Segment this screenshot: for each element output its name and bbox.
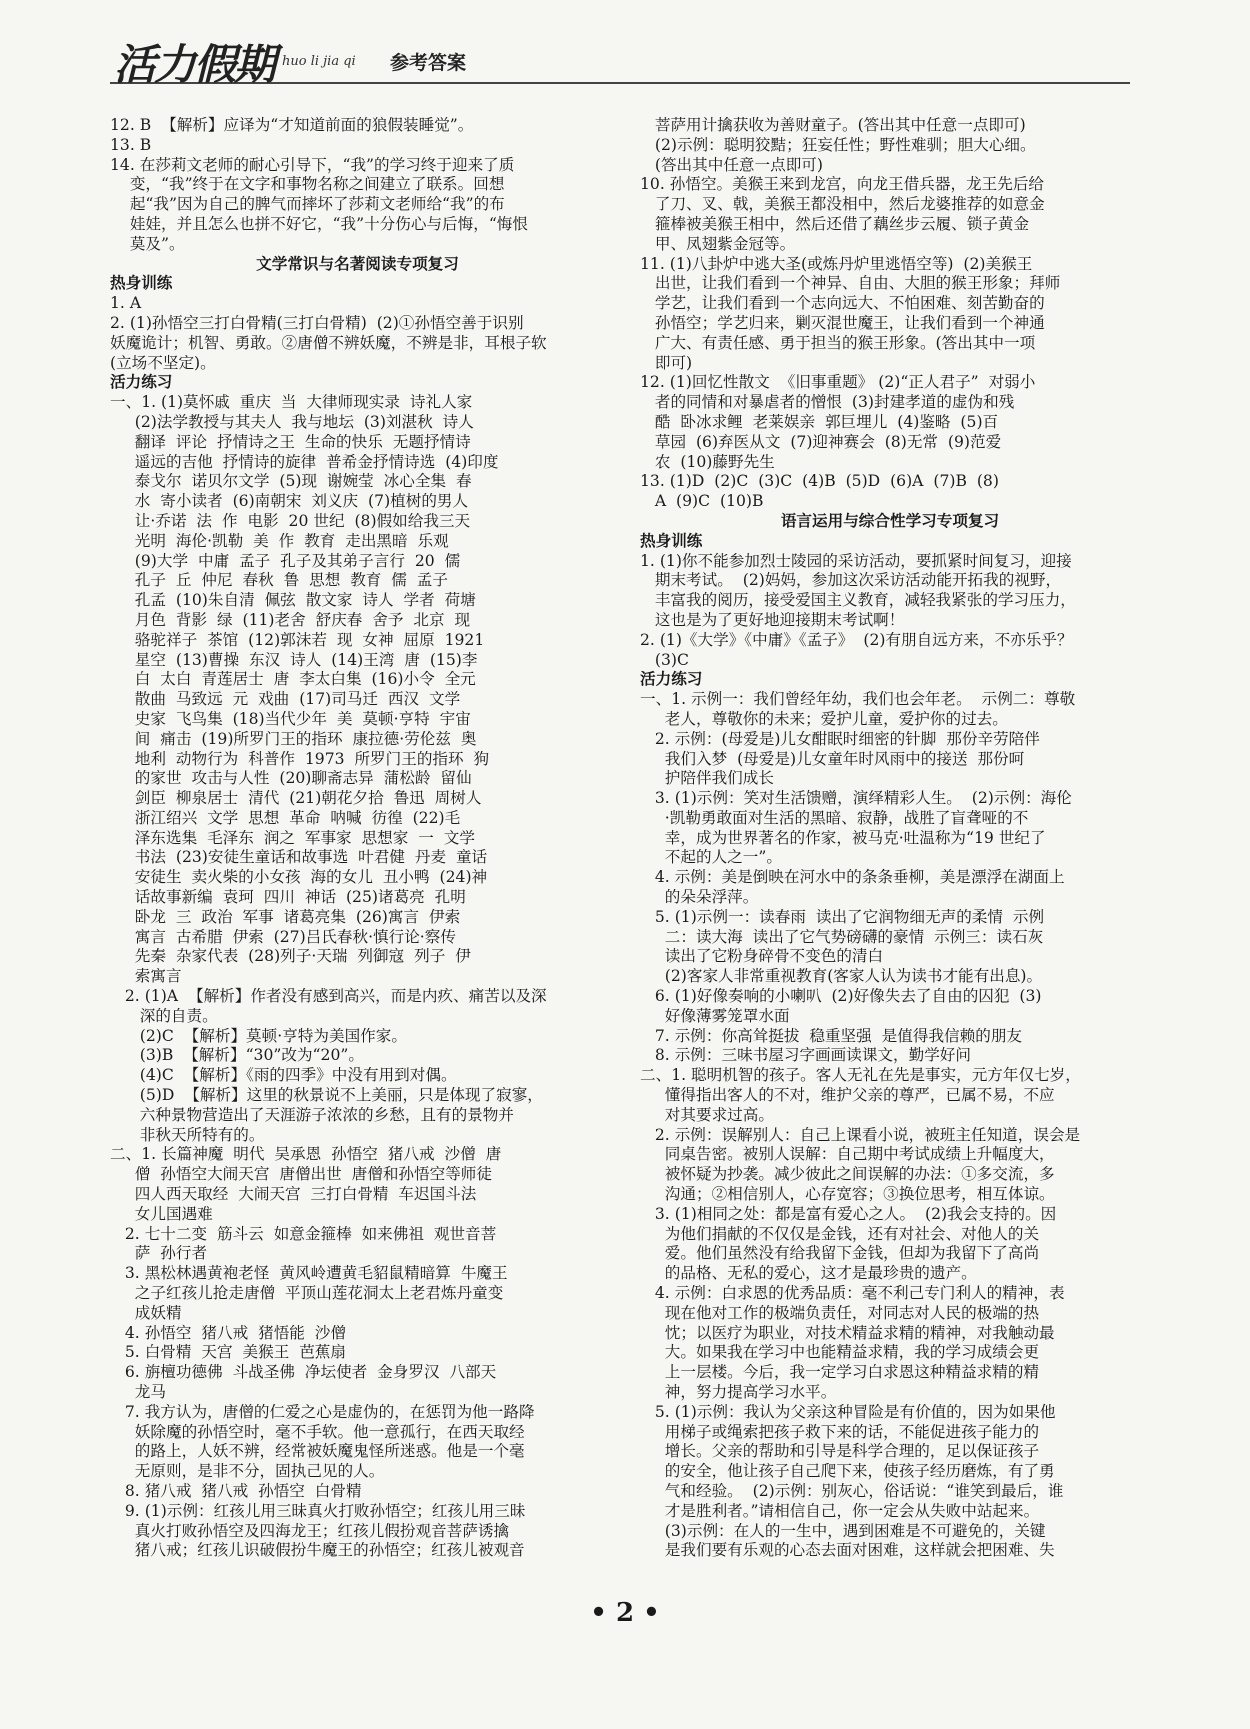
answer-line: 泰戈尔 诺贝尔文学 (5)现 谢婉莹 冰心全集 春 bbox=[110, 472, 472, 491]
answer-line: 酷 卧冰求鲤 老莱娱亲 郭巨埋儿 (4)鉴略 (5)百 bbox=[640, 412, 999, 431]
answer-line: 广大、有责任感、勇于担当的猴王形象。(答出其中一项 bbox=[640, 333, 1036, 352]
answer-line: 12. B 【解析】应译为“才知道前面的狼假装睡觉”。 bbox=[110, 116, 474, 134]
section-heading: 语言运用与综合性学习专项复习 bbox=[780, 511, 1000, 530]
answer-line: 10. 孙悟空。美猴王来到龙宫，向龙王借兵器，龙王先后给 bbox=[640, 175, 1045, 194]
answer-line: 水 寄小读者 (6)南朝宋 刘义庆 (7)植树的男人 bbox=[110, 492, 469, 511]
answer-line: 泽东选集 毛泽东 润之 军事家 思想家 一 文学 bbox=[110, 828, 475, 847]
answer-line: (9)大学 中庸 孟子 孔子及其弟子言行 20 儒 bbox=[110, 551, 461, 570]
answer-line: 忱；以医疗为职业，对技术精益求精的精神，对我触动最 bbox=[640, 1323, 1055, 1342]
answer-line: 2. 示例：误解别人：自己上课看小说，被班主任知道，误会是 bbox=[640, 1125, 1081, 1144]
answer-line: (5)D 【解析】这里的秋景说不上美丽，只是体现了寂寥， bbox=[110, 1086, 543, 1105]
answer-line: 丰富我的阅历，接受爱国主义教育，减轻我紧张的学习压力， bbox=[640, 591, 1076, 610]
answer-line: 之子红孩儿抢走唐僧 平顶山莲花洞太上老君炼丹童变 bbox=[110, 1284, 504, 1303]
answer-line: 老人，尊敬你的未来；爱护儿童，爱护你的过去。 bbox=[640, 709, 1008, 728]
answer-line: 的家世 攻击与人性 (20)聊斋志异 蒲松龄 留仙 bbox=[110, 769, 472, 788]
answer-line: 二、1. 聪明机智的孩子。客人无礼在先是事实，元方年仅七岁， bbox=[640, 1066, 1081, 1085]
subsection-heading: 活力练习 bbox=[640, 670, 703, 689]
answer-line: 变，“我”终于在文字和事物名称之间建立了联系。回想 bbox=[110, 175, 505, 194]
answer-line: 4. 示例：白求恩的优秀品质：毫不利己专门利人的精神，表 bbox=[640, 1284, 1065, 1303]
answer-line: (3)示例：在人的一生中，遇到困难是不可避免的，关键 bbox=[640, 1521, 1046, 1540]
answer-line: 期末考试。 (2)妈妈，参加这次采访活动能开拓我的视野， bbox=[640, 571, 1062, 590]
answer-line: 白 太白 青莲居士 唐 李太白集 (16)小令 全元 bbox=[110, 670, 476, 689]
answer-line: 史家 飞鸟集 (18)当代少年 美 莫顿·亨特 宇宙 bbox=[110, 709, 471, 728]
answer-line: 妖魔诡计；机智、勇敢。②唐僧不辨妖魔，不辨是非，耳根子软 bbox=[110, 333, 547, 352]
answer-line: 2. (1)《大学》《中庸》《孟子》 (2)有朋自远方来，不亦乐乎？ bbox=[640, 630, 1073, 649]
answer-line: 2. (1)A 【解析】作者没有感到高兴，而是内疚、痛苦以及深 bbox=[110, 987, 547, 1006]
answer-line: (4)C 【解析】《雨的四季》中没有用到对偶。 bbox=[110, 1066, 457, 1085]
answer-line: 才是胜利者。”请相信自己，你一定会从失败中站起来。 bbox=[640, 1501, 1040, 1520]
answer-line: 遥远的吉他 抒情诗的旋律 普希金抒情诗选 (4)印度 bbox=[110, 452, 499, 471]
brand-pinyin: huo li jia qi bbox=[282, 54, 356, 69]
answer-line: 起“我”因为自己的脾气而摔坏了莎莉文老师给“我”的布 bbox=[110, 195, 505, 214]
answer-line: 妖除魔的孙悟空时，毫不手软。他一意孤行，在西天取经 bbox=[110, 1422, 525, 1441]
answer-line: 3. 黑松林遇黄袍老怪 黄风岭遭黄毛貂鼠精暗算 牛魔王 bbox=[110, 1264, 508, 1283]
answer-line: 沟通；②相信别人，心存宽容；③换位思考，相互体谅。 bbox=[640, 1185, 1055, 1204]
left-column bbox=[110, 116, 605, 1561]
answer-line: 骆驼祥子 茶馆 (12)郭沫若 现 女神 屈原 1921 bbox=[110, 630, 485, 649]
subsection-heading: 热身训练 bbox=[640, 531, 703, 550]
answer-line: 被怀疑为抄袭。减少彼此之间误解的办法：①多交流，多 bbox=[640, 1165, 1055, 1184]
answer-line: 让·乔诺 法 作 电影 20 世纪 (8)假如给我三天 bbox=[110, 511, 471, 530]
answer-line: 3. (1)相同之处：都是富有爱心之人。 (2)我会支持的。因 bbox=[640, 1204, 1057, 1223]
answer-line: 间 痛击 (19)所罗门王的指环 康拉德·劳伦兹 奥 bbox=[110, 729, 477, 748]
answer-line: 即可) bbox=[640, 353, 693, 372]
answer-line: 上一层楼。今后，我一定学习白求恩这种精益求精的精 bbox=[640, 1363, 1040, 1382]
answer-line: 娃娃，并且怎么也拼不好它，“我”十分伤心与后悔，“悔恨 bbox=[110, 214, 528, 233]
answer-line: 出世，让我们看到一个神异、自由、大胆的猴王形象；拜师 bbox=[640, 274, 1061, 293]
answer-line: 不起的人之一”。 bbox=[640, 848, 782, 867]
answer-line: 箍棒被美猴王相中，然后还借了藕丝步云履、锁子黄金 bbox=[640, 214, 1030, 233]
page-header bbox=[110, 30, 1130, 89]
answer-line: 一、1. (1)莫怀戚 重庆 当 大律师现实录 诗礼人家 bbox=[110, 393, 473, 412]
answer-line: 者的同情和对暴虐者的憎恨 (3)封建孝道的虚伪和残 bbox=[640, 393, 1015, 412]
answer-line: 的品格、无私的爱心，这才是最珍贵的遗产。 bbox=[640, 1264, 977, 1283]
answer-line: 7. 示例：你高耸挺拔 稳重坚强 是值得我信赖的朋友 bbox=[640, 1026, 1023, 1045]
answer-line: 为他们捐献的不仅仅是金钱，还有对社会、对他人的关 bbox=[640, 1224, 1040, 1243]
answer-line: 5. (1)示例：我认为父亲这种冒险是有价值的，因为如果他 bbox=[640, 1402, 1056, 1421]
answer-line: 地利 动物行为 科普作 1973 所罗门王的指环 狗 bbox=[110, 749, 490, 768]
answer-line: 7. 我方认为，唐僧的仁爱之心是虚伪的，在惩罚为他一路降 bbox=[110, 1402, 535, 1421]
answer-line: 的路上，人妖不辨，经常被妖魔鬼怪所迷惑。他是一个毫 bbox=[110, 1442, 525, 1461]
answer-line: (2)客家人非常重视教育(客家人认为读书才能有出息)。 bbox=[640, 967, 1043, 986]
answer-line: 5. (1)示例一：读春雨 读出了它润物细无声的柔情 示例 bbox=[640, 907, 1045, 926]
answer-line: 好像薄雾笼罩水面 bbox=[640, 1006, 790, 1025]
answer-line: 2. (1)孙悟空三打白骨精(三打白骨精) (2)①孙悟空善于识别 bbox=[110, 313, 524, 332]
answer-line: 用梯子或绳索把孩子救下来的话，不能促进孩子能力的 bbox=[640, 1422, 1040, 1441]
subsection-heading: 热身训练 bbox=[110, 274, 173, 293]
answer-line: 真火打败孙悟空及四海龙王；红孩儿假扮观音菩萨诱擒 bbox=[110, 1521, 510, 1540]
page-number: • 2 • bbox=[590, 1598, 660, 1628]
answer-line: 4. 示例：美是倒映在河水中的条条垂柳，美是漂浮在湖面上 bbox=[640, 868, 1065, 887]
answer-line: (2)示例：聪明狡黠；狂妄任性；野性难驯；胆大心细。 bbox=[640, 135, 1036, 154]
answer-line: 3. (1)示例：笑对生活馈赠，演绎精彩人生。 (2)示例：海伦 bbox=[640, 789, 1072, 808]
answer-line: 2. 示例：(母爱是)儿女酣眠时细密的针脚 那份辛劳陪伴 bbox=[640, 729, 1040, 748]
answer-line: 1. (1)你不能参加烈士陵园的采访活动，要抓紧时间复习，迎接 bbox=[640, 551, 1072, 570]
answer-line: ·凯勒勇敢面对生活的黑暗、寂静，战胜了盲聋哑的不 bbox=[640, 808, 1029, 827]
answer-line: 13. (1)D (2)C (3)C (4)B (5)D (6)A (7)B (8) bbox=[640, 472, 999, 491]
answer-line: 同桌告密。被别人误解：自己期中考试成绩上升幅度大， bbox=[640, 1145, 1055, 1164]
answer-line: 孔子 丘 仲尼 春秋 鲁 思想 教育 儒 孟子 bbox=[110, 571, 448, 590]
answer-line: 寓言 古希腊 伊索 (27)吕氏春秋·慎行论·察传 bbox=[110, 927, 456, 946]
answer-line: 书法 (23)安徒生童话和故事选 叶君健 丹麦 童话 bbox=[110, 848, 488, 867]
answer-line: 僧 孙悟空大闹天宫 唐僧出世 唐僧和孙悟空等师徒 bbox=[110, 1165, 492, 1184]
answer-line: 孙悟空；学艺归来，剿灭混世魔王，让我们看到一个神通 bbox=[640, 313, 1045, 332]
answer-line: 二、1. 长篇神魔 明代 吴承恩 孙悟空 猪八戒 沙僧 唐 bbox=[110, 1145, 502, 1164]
answer-line: 学艺，让我们看到一个志向远大、不怕困难、刻苦勤奋的 bbox=[640, 294, 1045, 313]
answer-line: 6. (1)好像奏响的小喇叭 (2)好像失去了自由的囚犯 (3) bbox=[640, 987, 1042, 1006]
answer-line: 14. 在莎莉文老师的耐心引导下，“我”的学习终于迎来了质 bbox=[110, 155, 515, 174]
answer-line: 8. 示例：三味书屋习字画画读课文，勤学好问 bbox=[640, 1046, 971, 1065]
answer-line: 安徒生 卖火柴的小女孩 海的女儿 丑小鸭 (24)神 bbox=[110, 868, 488, 887]
answer-line: (2)法学教授与其夫人 我与地坛 (3)刘湛秋 诗人 bbox=[110, 412, 474, 431]
answer-line: 增长。父亲的帮助和引导是科学合理的，足以保证孩子 bbox=[640, 1442, 1040, 1461]
answer-line: 我们入梦 (母爱是)儿女童年时风雨中的接送 那份呵 bbox=[640, 749, 1025, 768]
answer-line: 星空 (13)曹操 东汉 诗人 (14)王湾 唐 (15)李 bbox=[110, 650, 478, 669]
answer-line: 龙马 bbox=[110, 1383, 166, 1401]
answer-line: 爱。他们虽然没有给我留下金钱，但却为我留下了高尚 bbox=[640, 1244, 1040, 1263]
answer-line: 13. B bbox=[110, 135, 152, 154]
answer-line: (答出其中任意一点即可) bbox=[640, 155, 823, 174]
answer-line: 的安全，他让孩子自己爬下来，使孩子经历磨炼，有了勇 bbox=[640, 1462, 1055, 1481]
right-column bbox=[640, 116, 1140, 1561]
answer-line: (2)C 【解析】莫顿·亨特为美国作家。 bbox=[110, 1026, 407, 1045]
answer-line: 菩萨用计擒获收为善财童子。(答出其中任意一点即可) bbox=[640, 116, 1026, 134]
answer-line: 的朵朵浮萍。 bbox=[640, 888, 759, 907]
answer-line: 莫及”。 bbox=[110, 234, 185, 253]
answer-line: 甲、凤翅紫金冠等。 bbox=[640, 234, 796, 253]
answer-line: 月色 背影 绿 (11)老舍 舒庆春 舍予 北京 现 bbox=[110, 610, 471, 629]
answer-line: 卧龙 三 政治 军事 诸葛亮集 (26)寓言 伊索 bbox=[110, 907, 461, 926]
answer-line: 1. A bbox=[110, 294, 142, 313]
answer-line: 了刀、叉、戟，美猴王都没相中，然后龙婆推荐的如意金 bbox=[640, 195, 1045, 214]
answer-line: 非秋天所特有的。 bbox=[110, 1125, 265, 1144]
answer-line: 索寓言 bbox=[110, 967, 182, 986]
answer-line: 幸，成为世界著名的作家，被马克·吐温称为“19 世纪了 bbox=[640, 828, 1046, 847]
answer-line: 这也是为了更好地迎接期末考试啊！ bbox=[640, 610, 905, 629]
answer-line: 2. 七十二变 筋斗云 如意金箍棒 如来佛祖 观世音菩 bbox=[110, 1224, 497, 1243]
answer-line: 孔孟 (10)朱自清 佩弦 散文家 诗人 学者 荷塘 bbox=[110, 591, 476, 610]
answer-line: 气和经验。 (2)示例：别灰心，俗话说：“谁笑到最后，谁 bbox=[640, 1481, 1064, 1500]
answer-line: 是我们要有乐观的心态去面对困难，这样就会把困难、失 bbox=[640, 1541, 1055, 1560]
subsection-heading: 活力练习 bbox=[110, 373, 173, 392]
answer-line: 读出了它粉身碎骨不变色的清白 bbox=[640, 947, 884, 966]
answer-line: 六种景物营造出了天涯游子浓浓的乡愁，且有的景物并 bbox=[110, 1105, 514, 1124]
answer-line: 护陪伴我们成长 bbox=[640, 769, 774, 788]
answer-line: (3)B 【解析】“30”改为“20”。 bbox=[110, 1046, 364, 1065]
answer-line: 11. (1)八卦炉中逃大圣(或炼丹炉里逃悟空等) (2)美猴王 bbox=[640, 254, 1033, 273]
answer-line: 对其要求过高。 bbox=[640, 1105, 774, 1124]
answer-line: 猪八戒；红孩儿识破假扮牛魔王的孙悟空；红孩儿被观音 bbox=[110, 1541, 525, 1560]
answer-line: 萨 孙行者 bbox=[110, 1244, 208, 1263]
answer-line: 9. (1)示例：红孩儿用三昧真火打败孙悟空；红孩儿用三昧 bbox=[110, 1501, 526, 1520]
answer-line: 话故事新编 袁珂 四川 神话 (25)诸葛亮 孔明 bbox=[110, 888, 466, 907]
answer-line: A (9)C (10)B bbox=[640, 492, 764, 511]
answer-line: 散曲 马致远 元 戏曲 (17)司马迁 西汉 文学 bbox=[110, 690, 461, 709]
answer-line: 深的自责。 bbox=[110, 1006, 218, 1025]
answer-line: 翻译 评论 抒情诗之王 生命的快乐 无题抒情诗 bbox=[110, 432, 471, 451]
answer-line: 现在他对工作的极端负责任，对同志对人民的极端的热 bbox=[640, 1303, 1040, 1322]
answer-line: 浙江绍兴 文学 思想 革命 呐喊 彷徨 (22)毛 bbox=[110, 808, 461, 827]
answer-line: (3)C bbox=[640, 650, 689, 669]
answer-line: 先秦 杂家代表 (28)列子·天瑞 列御寇 列子 伊 bbox=[110, 947, 471, 966]
answer-line: 四人西天取经 大闹天宫 三打白骨精 车迟国斗法 bbox=[110, 1185, 477, 1204]
answer-line: 光明 海伦·凯勒 美 作 教育 走出黑暗 乐观 bbox=[110, 531, 449, 550]
answer-line: 女儿国遇难 bbox=[110, 1204, 213, 1223]
section-title: 参考答案 bbox=[390, 52, 467, 74]
answer-line: 大。如果我在学习中也能精益求精，我的学习成绩会更 bbox=[640, 1343, 1040, 1362]
answer-line: 6. 旃檀功德佛 斗战圣佛 净坛使者 金身罗汉 八部天 bbox=[110, 1363, 497, 1382]
answer-line: 成妖精 bbox=[110, 1303, 182, 1322]
brand-logo: 活力假期 bbox=[114, 40, 275, 89]
answer-line: 草园 (6)弃医从文 (7)迎神赛会 (8)无常 (9)范爱 bbox=[640, 432, 1002, 451]
answer-line: 懂得指出客人的不对，维护父亲的尊严，已属不易，不应 bbox=[640, 1086, 1055, 1105]
answer-line: 12. (1)回忆性散文 《旧事重题》 (2)“正人君子” 对弱小 bbox=[640, 373, 1036, 392]
answer-line: 8. 猪八戒 猪八戒 孙悟空 白骨精 bbox=[110, 1481, 362, 1500]
answer-line: 神，努力提高学习水平。 bbox=[640, 1383, 837, 1401]
answer-line: 5. 白骨精 天宫 美猴王 芭蕉扇 bbox=[110, 1343, 346, 1362]
answer-line: 一、1. 示例一：我们曾经年幼，我们也会年老。 示例二：尊敬 bbox=[640, 690, 1076, 709]
answer-line: (立场不坚定)。 bbox=[110, 353, 216, 372]
section-heading: 文学常识与名著阅读专项复习 bbox=[256, 254, 459, 273]
answer-line: 无原则，是非不分，固执己见的人。 bbox=[110, 1462, 385, 1481]
answer-line: 剑臣 柳泉居士 清代 (21)朝花夕拾 鲁迅 周树人 bbox=[110, 789, 482, 808]
answer-line: 4. 孙悟空 猪八戒 猪悟能 沙僧 bbox=[110, 1323, 346, 1342]
answer-line: 二：读大海 读出了它气势磅礴的豪情 示例三：读石灰 bbox=[640, 927, 1044, 946]
answer-line: 农 (10)藤野先生 bbox=[640, 452, 775, 471]
